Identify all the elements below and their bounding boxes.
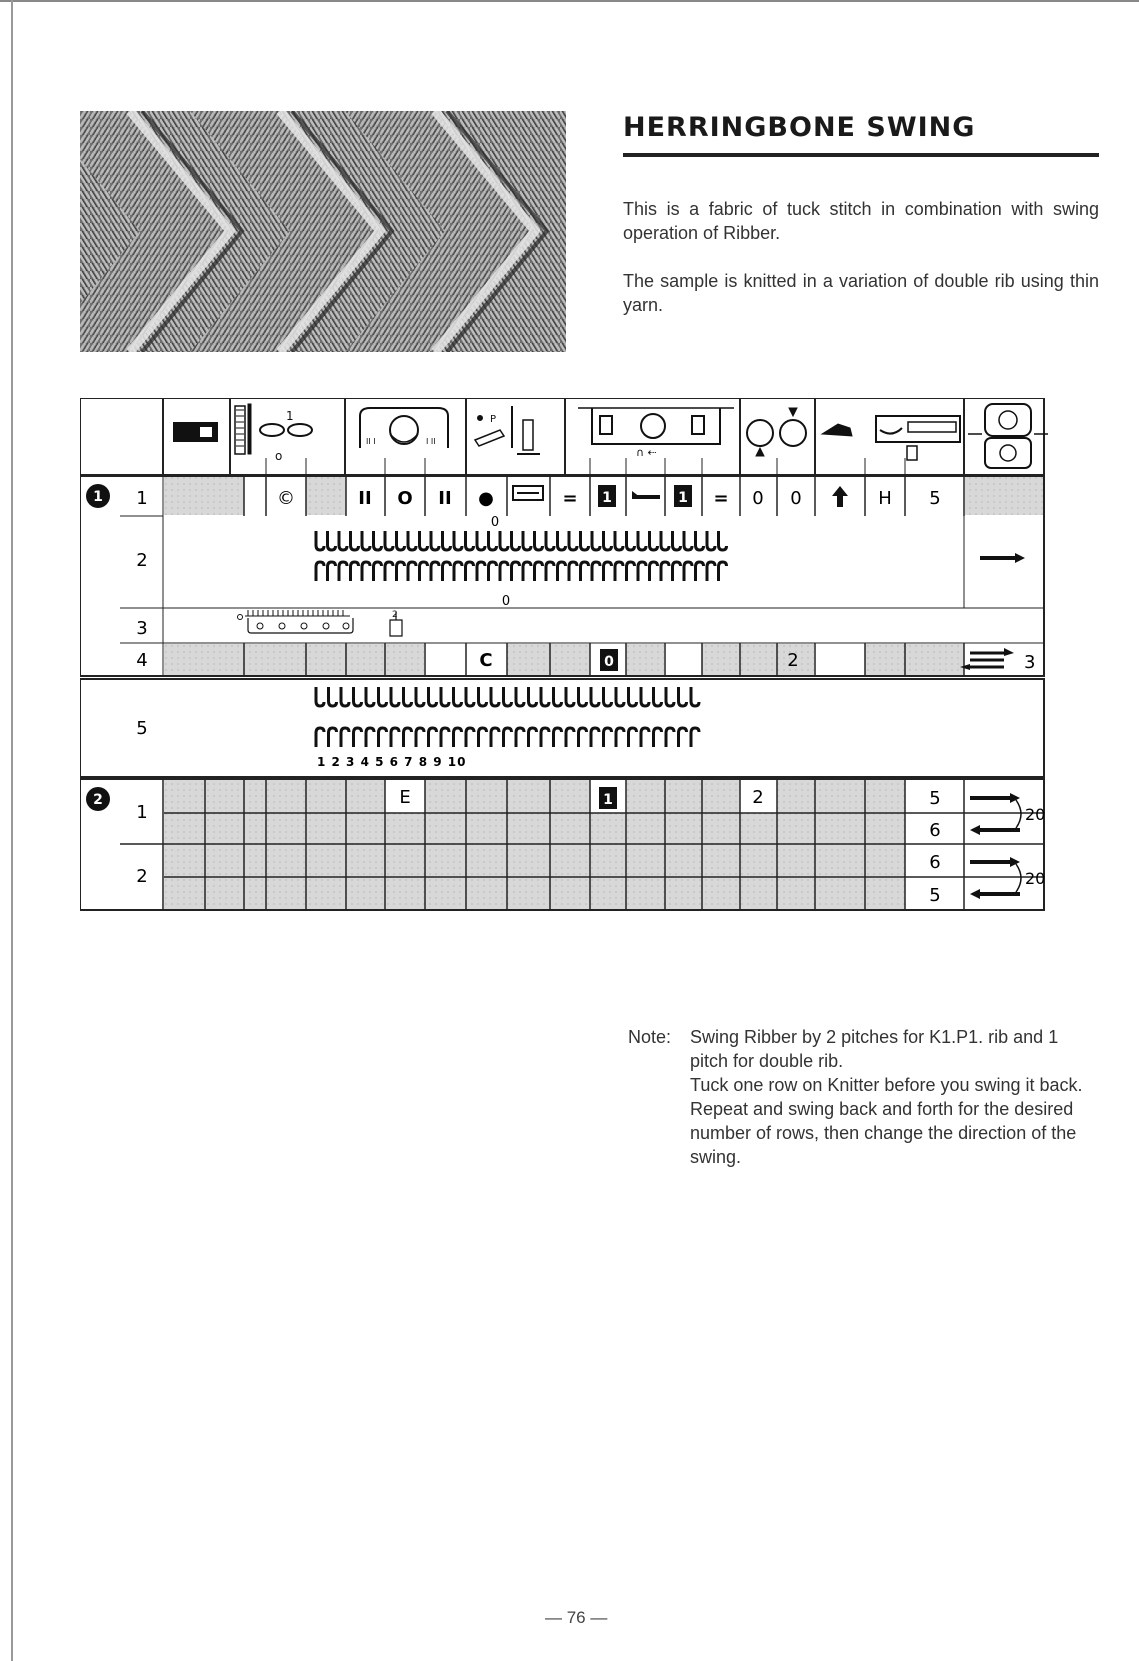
stitch-loop: [351, 562, 359, 581]
svg-text:1: 1: [286, 409, 294, 423]
intro-paragraph: The sample is knitted in a variation of double rib using thin yarn.: [623, 271, 1099, 315]
stitch-loop: [491, 687, 499, 706]
swing-bracket-icon: [970, 793, 1021, 835]
stitch-loop: [316, 728, 324, 747]
stitch-loop: [604, 728, 612, 747]
row-count: 20: [1025, 805, 1046, 824]
cell: 0: [752, 488, 764, 509]
stitch-loop: [641, 728, 649, 747]
needle-numbers: 1 2 3 4 5 6 7 8 9 10: [317, 755, 467, 769]
stitch-loop: [696, 562, 704, 581]
cell: ©: [277, 488, 295, 509]
stitch-loop: [673, 562, 681, 581]
cell: E: [399, 787, 411, 808]
stitch-loop: [404, 728, 412, 747]
stitch-loop: [454, 728, 462, 747]
cell: H: [878, 488, 892, 509]
stitch-loop: [466, 531, 474, 550]
row-number: 1: [136, 488, 148, 509]
cell: [598, 485, 616, 507]
stitch-loop: [523, 562, 531, 581]
stitch-loop: [416, 687, 424, 706]
stitch-loop: [591, 687, 599, 706]
stitch-loop: [615, 562, 623, 581]
row-cell-arrow-box-icon: [513, 486, 543, 500]
page-number: — 76 —: [545, 1608, 608, 1627]
intro-paragraph: This is a fabric of tuck stitch in combination with swing operation of Ribber.: [623, 199, 1099, 243]
stitch-loop: [604, 687, 612, 706]
row-count: 5: [929, 885, 941, 906]
cell: =: [562, 488, 578, 509]
stitch-loop: [592, 531, 600, 550]
stitch-loop: [535, 531, 543, 550]
stitch-loop: [341, 728, 349, 747]
stitch-loop: [616, 687, 624, 706]
page-title: HERRINGBONE SWING: [623, 112, 976, 143]
stitch-loop: [504, 728, 512, 747]
stitch-loop: [341, 687, 349, 706]
stitch-loop: [654, 728, 662, 747]
stitch-loop: [466, 728, 474, 747]
stitch-loop: [581, 562, 589, 581]
stitch-loop: [379, 728, 387, 747]
stitch-loop: [579, 687, 587, 706]
stitch-loop: [420, 562, 428, 581]
stitch-loop: [679, 687, 687, 706]
stitch-loop: [491, 728, 499, 747]
cell: 2: [787, 650, 799, 671]
stitch-loop: [638, 531, 646, 550]
cell: [599, 787, 617, 809]
row-count: 6: [929, 852, 941, 873]
cell: =: [713, 488, 729, 509]
arrow-up-icon: [832, 486, 848, 507]
stitch-loop: [629, 687, 637, 706]
stitch-loop: [546, 562, 554, 581]
stitch-loop: [466, 687, 474, 706]
section-2-badge-label: 2: [93, 792, 103, 808]
row-number: 1: [136, 802, 148, 823]
stitch-loop: [641, 687, 649, 706]
stitch-loop: [431, 531, 439, 550]
stitch-loop: [581, 531, 589, 550]
stitch-loop: [362, 562, 370, 581]
herringbone-fabric-photo: [80, 111, 566, 352]
stitch-loop: [673, 531, 681, 550]
stitch-loop: [654, 687, 662, 706]
svg-text:o: o: [275, 449, 283, 463]
stitch-loop: [500, 562, 508, 581]
stitch-loop: [684, 531, 692, 550]
note-label: Note:: [628, 1027, 672, 1047]
stitch-loop: [328, 562, 336, 581]
stitch-loop: [454, 531, 462, 550]
stitch-loop: [541, 728, 549, 747]
stitch-loop: [579, 728, 587, 747]
note-line: Swing Ribber by 2 pitches for K1.P1. rib and 1 pitch for double rib.: [690, 1027, 1059, 1071]
instruction-table: [80, 398, 1101, 961]
svg-text:II I: II I: [366, 437, 376, 446]
stitch-loop: [366, 687, 374, 706]
section-1-row5-frame: [80, 679, 1044, 777]
stitch-loop: [339, 562, 347, 581]
svg-text:2: 2: [392, 610, 398, 620]
stitch-loop: [329, 687, 337, 706]
stitch-loop: [661, 531, 669, 550]
stitch-loop: [420, 531, 428, 550]
stitch-loop: [719, 562, 727, 581]
stitch-loop: [554, 687, 562, 706]
cell: C: [479, 650, 493, 671]
cell: ●: [478, 488, 494, 509]
needle-marker-top: 0: [490, 515, 500, 530]
stitch-loop: [558, 531, 566, 550]
stitch-loop: [691, 728, 699, 747]
stitch-loop: [529, 728, 537, 747]
stitch-loop: [638, 562, 646, 581]
stitch-loop: [404, 687, 412, 706]
stitch-loop: [443, 531, 451, 550]
cast-on-comb-icon: [238, 610, 403, 636]
stitch-loop: [629, 728, 637, 747]
stitch-loop: [354, 687, 362, 706]
stitch-loop: [541, 687, 549, 706]
stitch-loop: [504, 687, 512, 706]
needle-marker-bottom: 0: [501, 594, 511, 609]
row-1-3: [136, 610, 402, 639]
stitch-loop: [569, 562, 577, 581]
stitch-loop: [566, 728, 574, 747]
stitch-loop: [429, 687, 437, 706]
stitch-loop: [707, 531, 715, 550]
stitch-loop: [558, 562, 566, 581]
stitch-loop: [627, 562, 635, 581]
stitch-loop: [679, 728, 687, 747]
stitch-loop: [408, 562, 416, 581]
svg-text:I II: I II: [426, 437, 436, 446]
stitch-loop: [569, 531, 577, 550]
cell: 0: [604, 654, 614, 670]
stitch-loop: [477, 531, 485, 550]
stitch-loop: [516, 687, 524, 706]
stitch-loop: [661, 562, 669, 581]
stitch-loop: [489, 531, 497, 550]
stitch-loop: [397, 531, 405, 550]
stitch-loop: [466, 562, 474, 581]
stitch-loop: [650, 531, 658, 550]
row-number: 3: [136, 618, 148, 639]
page-left-rule: [11, 0, 13, 1661]
stitch-loop: [592, 562, 600, 581]
stitch-loop: [479, 687, 487, 706]
stitch-loop: [454, 562, 462, 581]
cell: [600, 649, 618, 671]
stitch-loop: [328, 531, 336, 550]
row-number: 2: [136, 550, 148, 571]
stitch-loop: [546, 531, 554, 550]
stitch-loop: [316, 562, 324, 581]
stitch-loop: [566, 687, 574, 706]
stitch-loop: [512, 531, 520, 550]
row-number: 2: [136, 866, 148, 887]
stitch-loop: [441, 728, 449, 747]
arrow-left-icon: [632, 491, 660, 497]
swing-bracket-icon: [970, 857, 1021, 899]
cell: O: [397, 488, 413, 509]
stitch-loop: [627, 531, 635, 550]
note-text: [690, 1025, 1098, 1169]
stitch-loop: [512, 562, 520, 581]
row-number: 4: [136, 650, 148, 671]
stitch-loop: [719, 531, 727, 550]
stitch-loop: [604, 531, 612, 550]
stitch-loop: [385, 531, 393, 550]
stitch-loop: [529, 687, 537, 706]
note-line: Tuck one row on Knitter before you swing it back. Repeat and swing back and forth for the desired number of rows, then change the direction of the swing.: [690, 1075, 1083, 1167]
stitch-loop: [416, 728, 424, 747]
stitch-loop: [500, 531, 508, 550]
stitch-loop: [516, 728, 524, 747]
stitch-loop: [374, 531, 382, 550]
carriage-switch-icon: [173, 422, 218, 442]
stitch-loop: [615, 531, 623, 550]
stitch-loop: [429, 728, 437, 747]
stitch-loop: [366, 728, 374, 747]
stitch-loop: [391, 728, 399, 747]
stitch-loop: [477, 562, 485, 581]
stitch-loop: [441, 687, 449, 706]
stitch-loop: [391, 687, 399, 706]
stitch-loop: [604, 562, 612, 581]
svg-text:∩ ⇠: ∩ ⇠: [636, 446, 657, 459]
stitch-loop: [684, 562, 692, 581]
stitch-loop: [616, 728, 624, 747]
stitch-loop: [523, 531, 531, 550]
section-1-badge-label: 1: [93, 489, 103, 505]
row-1-4: [136, 643, 1035, 676]
stitch-loop: [329, 728, 337, 747]
cell: 1: [603, 792, 613, 808]
title-rule: [623, 153, 1099, 157]
stitch-loop: [362, 531, 370, 550]
row-count: 20: [1025, 869, 1046, 888]
row-number: 5: [136, 718, 148, 739]
stitch-loop: [339, 531, 347, 550]
stitch-loop: [554, 728, 562, 747]
cell: 1: [602, 490, 612, 506]
stitch-loop: [479, 728, 487, 747]
stitch-loop: [666, 687, 674, 706]
intro-text: [623, 197, 1099, 341]
cell: [674, 485, 692, 507]
stitch-loop: [385, 562, 393, 581]
row-1-1: [136, 476, 1043, 516]
cell: II: [358, 488, 372, 509]
row-count: 6: [929, 820, 941, 841]
cell: 5: [929, 488, 941, 509]
stitch-loop: [316, 531, 324, 550]
stitch-loop: [397, 562, 405, 581]
stitch-loop: [707, 562, 715, 581]
stitch-loop: [535, 562, 543, 581]
svg-text:P: P: [490, 414, 497, 425]
stitch-loop: [316, 687, 324, 706]
cell-label: 1: [678, 490, 688, 506]
row-1-2: [136, 515, 1025, 609]
stitch-loop: [354, 728, 362, 747]
page-top-rule: [0, 0, 1139, 2]
cell: 0: [790, 488, 802, 509]
stitch-loop: [666, 728, 674, 747]
stitch-loop: [351, 531, 359, 550]
stitch-loop: [374, 562, 382, 581]
row-1-5: [136, 687, 699, 769]
stitch-loop: [696, 531, 704, 550]
stitch-loop: [650, 562, 658, 581]
swing-arrows-icon: [960, 648, 1014, 670]
header-frame: [80, 398, 1044, 475]
stitch-loop: [691, 687, 699, 706]
stitch-loop: [379, 687, 387, 706]
stitch-loop: [431, 562, 439, 581]
stitch-loop: [489, 562, 497, 581]
row-count: 3: [1024, 652, 1036, 673]
stitch-loop: [443, 562, 451, 581]
cell: II: [438, 488, 452, 509]
arrow-right-icon: [980, 553, 1025, 563]
stitch-loop: [408, 531, 416, 550]
cell: 2: [752, 787, 764, 808]
row-count: 5: [929, 788, 941, 809]
stitch-loop: [591, 728, 599, 747]
stitch-loop: [454, 687, 462, 706]
